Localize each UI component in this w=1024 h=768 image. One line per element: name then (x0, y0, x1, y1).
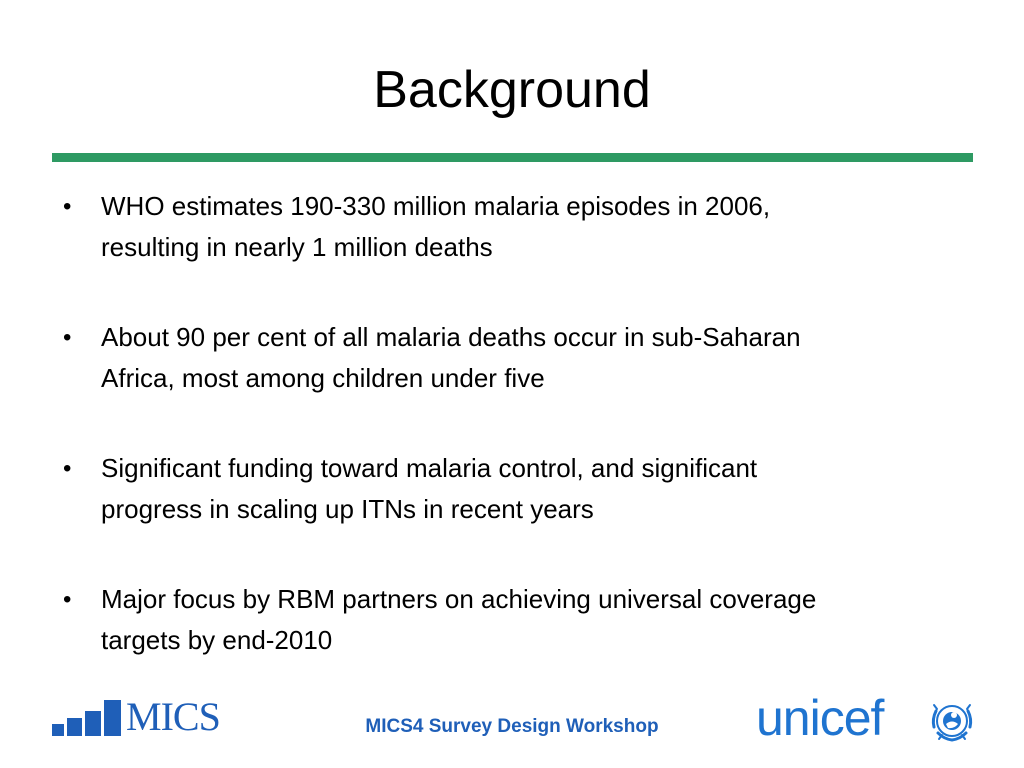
bullet-marker: • (63, 586, 72, 613)
bullet-marker: • (63, 455, 72, 482)
unicef-logo-text: unicef (756, 690, 884, 746)
unicef-globe-icon (928, 697, 976, 745)
title-divider (52, 153, 973, 162)
bullet-line: resulting in nearly 1 million deaths (101, 232, 493, 262)
mics-logo-text: MICS (126, 694, 220, 739)
bullet-text (101, 191, 770, 262)
bullet-item (60, 186, 980, 268)
bullet-line: Major focus by RBM partners on achieving universal coverage (101, 584, 817, 614)
footer-workshop-title: MICS4 Survey Design Workshop (365, 716, 659, 737)
bullet-marker: • (63, 324, 72, 351)
bullet-item (60, 579, 980, 661)
bullet-text (101, 453, 757, 524)
unicef-logo (756, 690, 980, 749)
bullet-text (101, 584, 816, 655)
bullet-line: Africa, most among children under five (101, 363, 545, 393)
bullet-marker: • (63, 193, 72, 220)
bullet-line: progress in scaling up ITNs in recent years (101, 494, 594, 524)
bullet-line: Significant funding toward malaria control, and significant (101, 453, 758, 483)
bullet-item (60, 448, 980, 530)
bullet-item (60, 317, 980, 399)
bullet-list (60, 186, 980, 710)
bullet-line: targets by end-2010 (101, 625, 333, 655)
bullet-line: WHO estimates 190-330 million malaria episodes in 2006, (101, 191, 771, 221)
bullet-text (101, 322, 801, 393)
slide-title: Background (373, 61, 651, 119)
bullet-line: About 90 per cent of all malaria deaths occur in sub-Saharan (101, 322, 801, 352)
